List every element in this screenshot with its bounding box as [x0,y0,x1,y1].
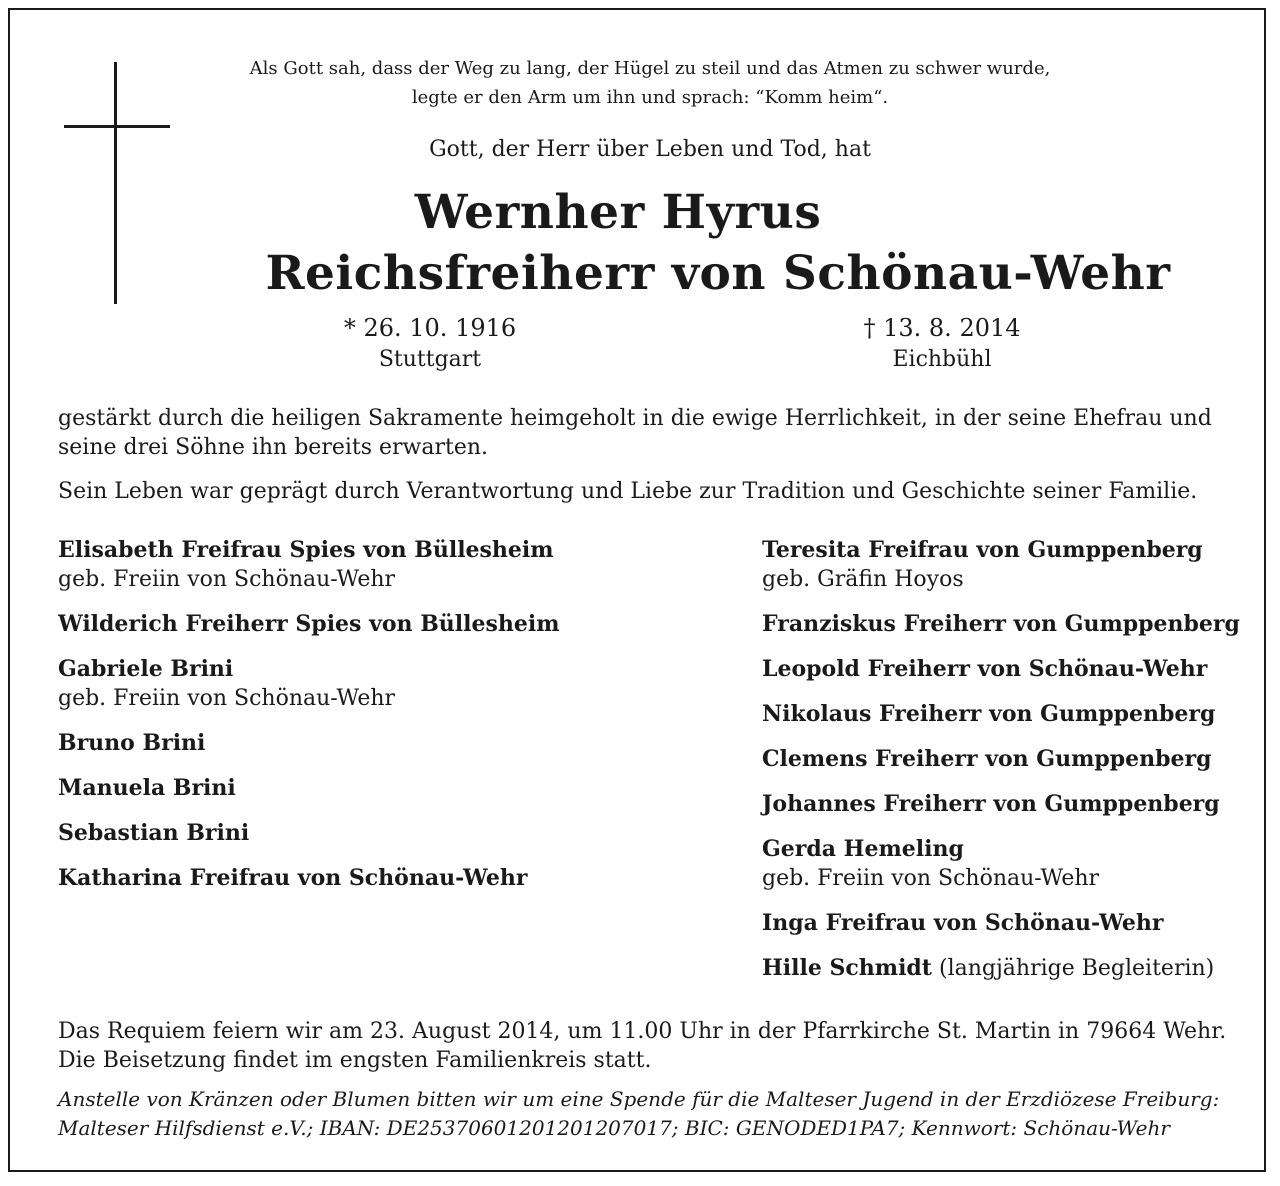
mourner-entry [58,819,578,848]
mourner-entry [762,835,1280,893]
requiem-notice [58,1017,1246,1075]
mourner-maiden-name: geb. Freiin von Schönau-Wehr [58,686,396,711]
mourner-name: Franziskus Freiherr von Gumppenberg [762,611,1240,637]
mourner-entry [58,864,578,893]
motto [210,54,1090,112]
mourner-entry [762,610,1280,639]
motto-line: legte er den Arm um ihn und sprach: “Komm heim“. [411,87,889,108]
mourner-entry [58,610,578,639]
mourner-name: Nikolaus Freiherr von Gumppenberg [762,701,1216,727]
mourner-name: Katharina Freifrau von Schönau-Wehr [58,865,528,891]
mourner-name: Sebastian Brini [58,820,250,846]
mourner-name: Gabriele Brini [58,656,234,682]
burial-line: Die Beisetzung findet im engsten Familienkreis statt. [58,1048,652,1073]
motto-line: Als Gott sah, dass der Weg zu lang, der Hügel zu steil und das Atmen zu schwer wurde, [249,58,1051,79]
mourner-entry [762,790,1280,819]
mourner-name: Leopold Freiherr von Schönau-Wehr [762,656,1208,682]
death-date: † 13. 8. 2014 [863,314,1021,342]
mourner-entry [58,536,578,594]
birth-place: Stuttgart [378,347,482,372]
obituary-frame [8,8,1266,1172]
sacrament-paragraph: gestärkt durch die heiligen Sakramente heimgeholt in die ewige Herrlichkeit, in der seine Ehefrau und seine drei Söhne ihn bereits erwarten. [58,406,1212,460]
deceased-name: Wernher Hyrus [414,185,822,240]
mourners-right-column [762,536,1280,999]
mourner-entry [762,909,1280,938]
mourner-maiden-name: geb. Freiin von Schönau-Wehr [58,567,396,592]
mourner-name: Johannes Freiherr von Gumppenberg [762,791,1220,817]
death-info [822,312,1062,376]
mourner-entry [762,954,1280,983]
cross-icon-bar [64,125,170,128]
mourner-name: Elisabeth Freifrau Spies von Büllesheim [58,537,554,563]
birth-info [310,312,550,376]
mourner-name: Clemens Freiherr von Gumppenberg [762,746,1212,772]
mourner-entry [58,655,578,713]
mourner-entry [58,729,578,758]
donation-line: Anstelle von Kränzen oder Blumen bitten wir um eine Spende für die Malteser Jugend in der Erzdiözese Freiburg: [58,1087,1220,1111]
requiem-line: Das Requiem feiern wir am 23. August 2014, um 11.00 Uhr in der Pfarrkirche St. Martin in 79664 Wehr. [58,1019,1227,1044]
mourner-name: Gerda Hemeling [762,836,964,862]
mourner-maiden-name: geb. Freiin von Schönau-Wehr [762,866,1100,891]
intro-line: Gott, der Herr über Leben und Tod, hat [429,137,871,162]
mourner-name: Bruno Brini [58,730,206,756]
mourner-name: Teresita Freifrau von Gumppenberg [762,537,1203,563]
mourner-name: Inga Freifrau von Schönau-Wehr [762,910,1164,936]
mourner-entry [762,536,1280,594]
mourner-name: Hille Schmidt [762,955,932,981]
mourner-name: Manuela Brini [58,775,236,801]
mourner-entry [762,700,1280,729]
mourners-left-column [58,536,578,909]
mourner-maiden-name: geb. Gräfin Hoyos [762,567,964,592]
mourner-entry [762,745,1280,774]
mourner-name: Wilderich Freiherr Spies von Büllesheim [58,611,560,637]
deceased-title: Reichsfreiherr von Schönau-Wehr [265,246,1171,301]
donation-notice [58,1085,1246,1143]
cross-icon [114,62,117,304]
death-place: Eichbühl [892,347,992,372]
mourner-entry [762,655,1280,684]
bank-details-line: Malteser Hilfsdienst e.V.; IBAN: DE25370601201201207017; BIC: GENODED1PA7; Kennwort: Schönau-Wehr [58,1116,1170,1140]
mourner-note: (langjährige Begleiterin) [938,956,1215,981]
mourner-entry [58,774,578,803]
birth-date: * 26. 10. 1916 [343,314,517,342]
life-paragraph: Sein Leben war geprägt durch Verantwortung und Liebe zur Tradition und Geschichte seiner Familie. [58,479,1198,504]
